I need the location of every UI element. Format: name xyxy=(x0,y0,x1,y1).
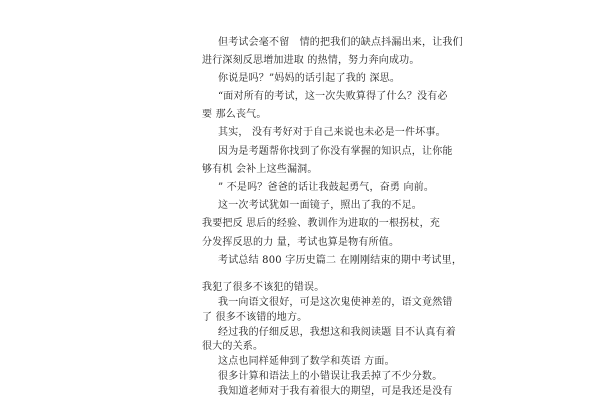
text-line: 但考试会毫不留 情的把我们的缺点抖漏出来，让我们 xyxy=(218,37,463,48)
text-line: 你说是吗？”妈妈的话引起了我的 深思。 xyxy=(218,73,401,84)
text-line: 这一次考试犹如一面镜子，照出了我的不足。 xyxy=(218,200,422,211)
text-line: 其实， 没有考好对于自己来说也未必是一件坏事。 xyxy=(218,127,446,138)
text-line: 很大的关系。 xyxy=(202,341,264,352)
text-line: ” 不是吗？爸爸的话让我鼓起勇气，奋勇 向前。 xyxy=(218,182,435,193)
text-line: 我一向语文很好，可是这次鬼使神差的，语文竟然错 xyxy=(218,297,453,308)
text-line: “面对所有的考试，这一次失败算得了什么？没有必 xyxy=(218,91,448,102)
text-line: 进行深刻反思增加进取 的热情，努力奔向成功。 xyxy=(202,55,420,66)
text-line: 这点也同样延伸到了数学和英语 方面。 xyxy=(218,356,395,367)
text-line: 考试总结 800 字历史篇二 在刚刚结束的期中考试里， xyxy=(218,255,463,266)
text-line: 我要把反 思后的经验、教训作为进取的一根拐杖，充 xyxy=(202,218,440,229)
text-line: 我犯了很多不该犯的错误。 xyxy=(202,282,325,293)
text-line: 了 很多不该错的地方。 xyxy=(202,312,308,323)
text-line: 要 那么丧气。 xyxy=(202,109,267,120)
text-line: 我知道老师对于我有着很大的期望，可是我还是没有 xyxy=(218,386,453,397)
text-line: 够有机 会补上这些漏洞。 xyxy=(202,164,318,175)
text-line: 经过我的仔细反思，我想这和我阅读题 目不认真有着 xyxy=(218,327,456,338)
text-line: 很多计算和语法上的小错误让我丢掉了不少分数。 xyxy=(218,371,443,382)
text-line: 分发挥反思的力 量，考试也算是物有所值。 xyxy=(202,237,400,248)
text-line: 因为是考题帮你找到了你没有掌握的知识点，让你能 xyxy=(218,146,453,157)
